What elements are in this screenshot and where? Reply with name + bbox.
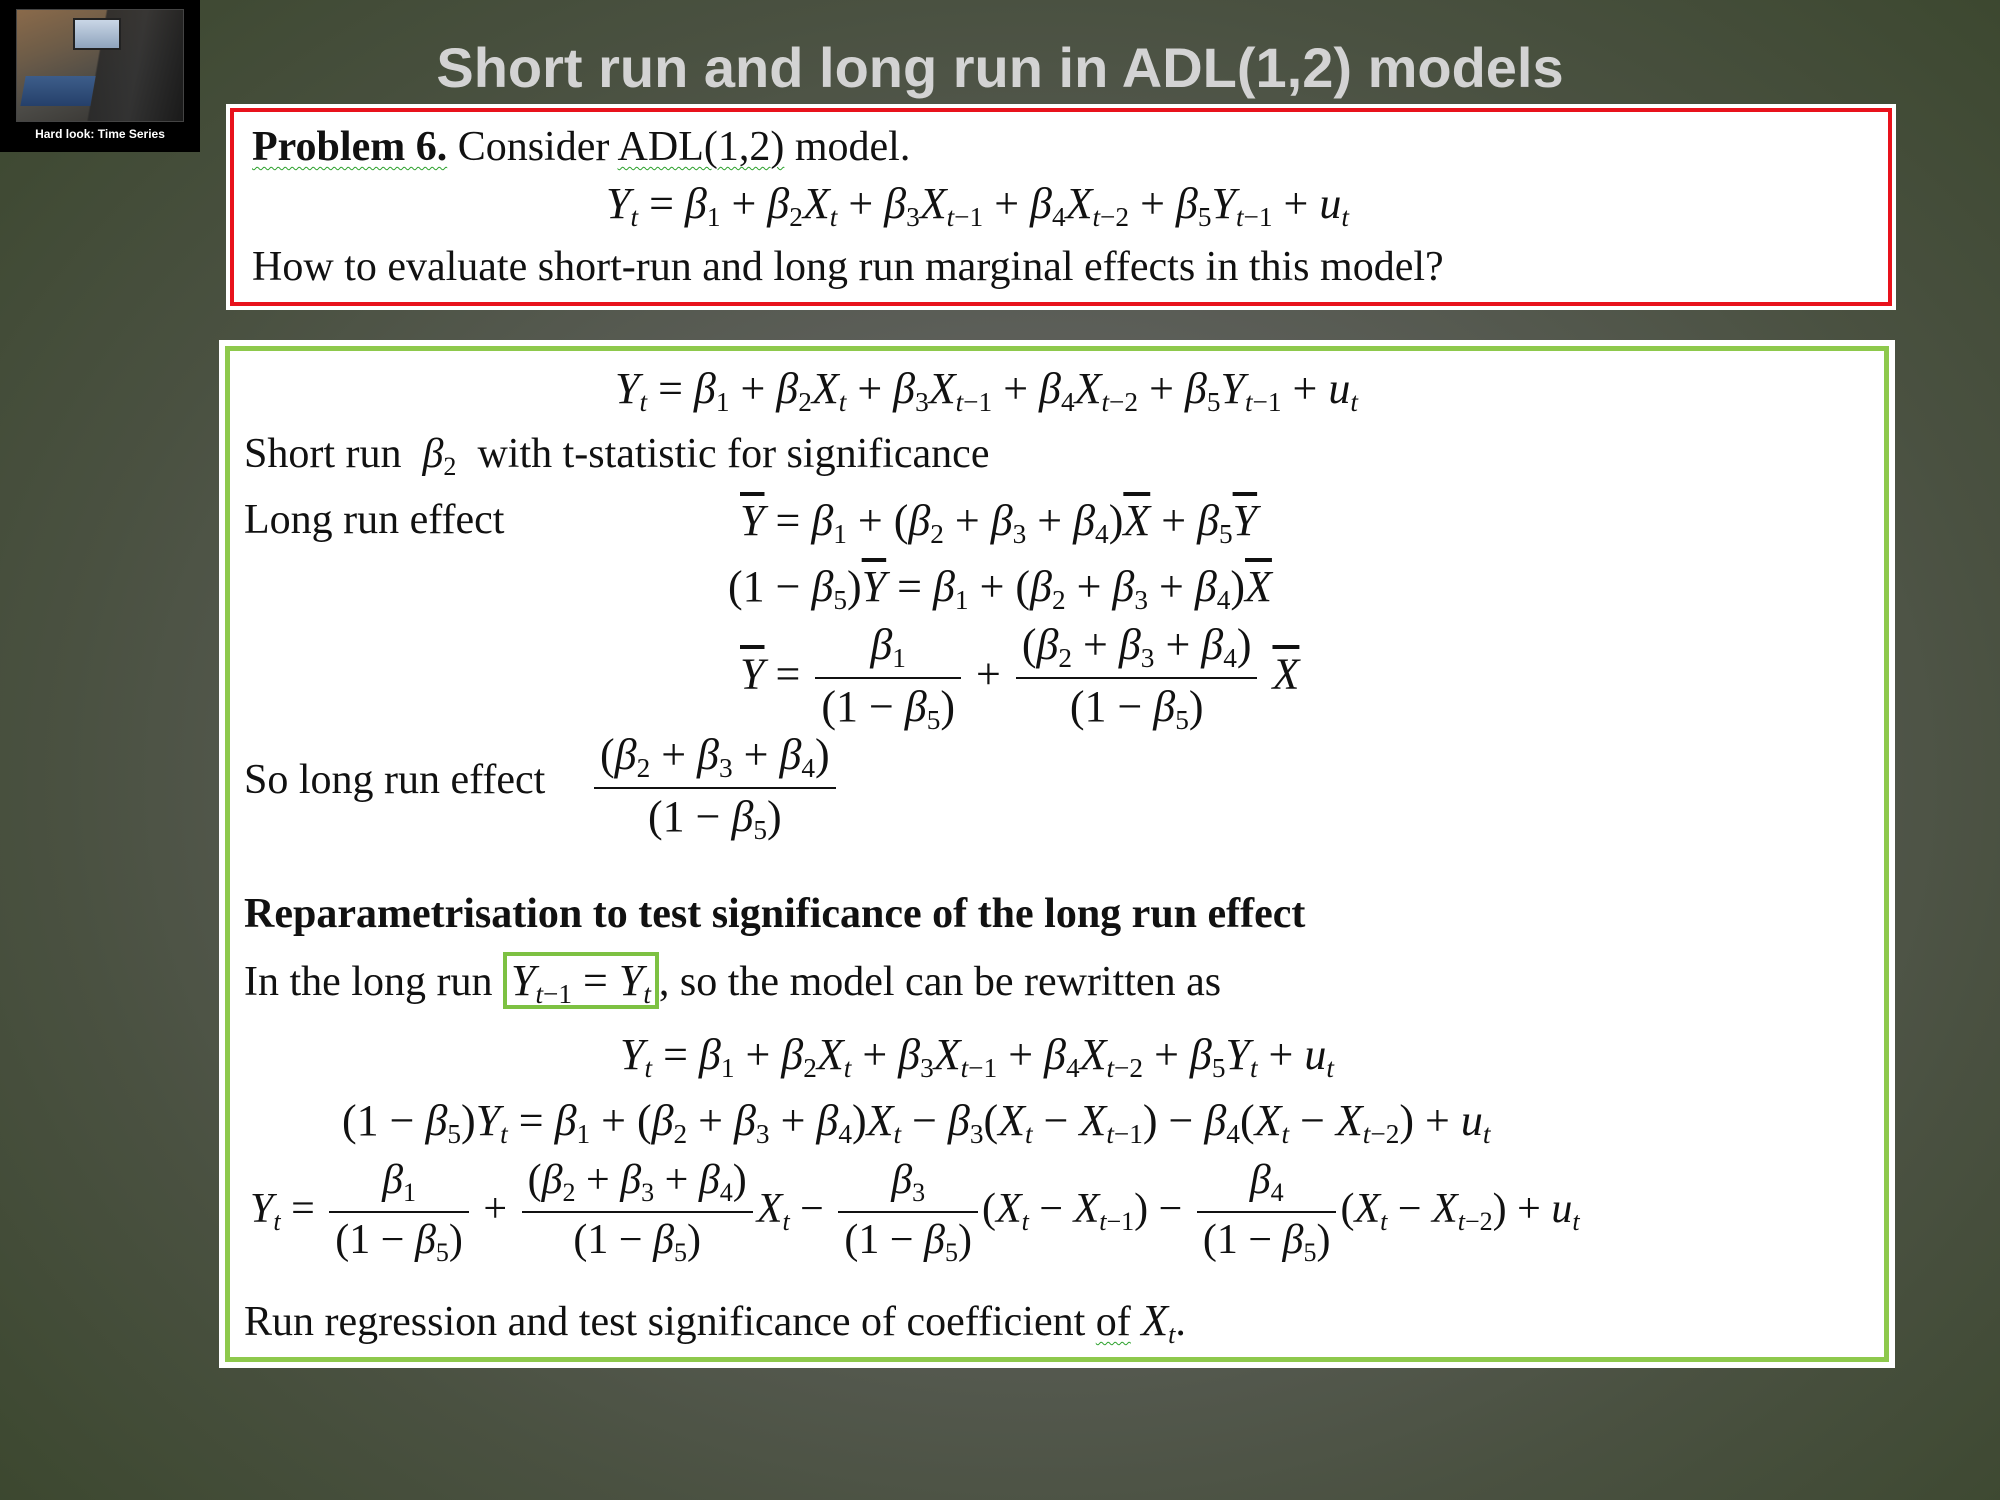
so-long-run-label: So long run effect	[244, 757, 546, 803]
problem-model-equation: $Y_t = \beta_1 + \beta_2X_t + \beta_3X_{t-1} + \beta_4X_{t-2} + \beta_5Y_{t-1} + u_t$	[606, 179, 1349, 233]
long-run-effect-fraction: $\frac{(\beta_2 + \beta_3 + \beta_4)}{(1 - \beta_5)}$	[590, 731, 840, 845]
problem-question: How to evaluate short-run and long run marginal effects in this model?	[252, 244, 1444, 290]
short-run-tail: with t-statistic for significance	[477, 431, 990, 477]
in-long-run-label: In the long run	[244, 959, 493, 1005]
problem-statement	[252, 124, 910, 170]
long-run-label: Long run effect	[244, 497, 505, 543]
slide-title: Short run and long run in ADL(1,2) models	[436, 36, 1564, 99]
solution-box-border	[225, 346, 1889, 1362]
problem-box-border	[230, 108, 1892, 306]
rewritten-equation-3: $Y_t$ = $\frac{\beta_1}{(1 - \beta_5)}$ + $\frac{(\beta_2 + \beta_3 + \beta_4)}{(1 - \beta_5)}$ $X_t$ − $\frac{\beta_3}{(1 - \beta_5)}$ $(X_t - X_{t-1})$ − $\frac{\beta_4}{(1 - \beta_5)}$ $(X_t - X_{t-2}) + u_t$	[250, 1157, 1580, 1268]
short-run-label: Short run	[244, 431, 402, 477]
long-run-equation-1: $\overline{Y} = \beta_1 + (\beta_2 + \beta_3 + \beta_4)\overline{X} + \beta_5\overline{Y}$	[740, 496, 1258, 550]
rewritten-equation-1: $Y_t = \beta_1 + \beta_2X_t + \beta_3X_{t-1} + \beta_4X_{t-2} + \beta_5Y_t + u_t$	[620, 1030, 1334, 1084]
long-run-condition-box: $Y_{t-1} = Y_t$	[503, 952, 659, 1009]
long-run-equation-3: $\overline{Y}$ = $\frac{\beta_1}{(1 - \beta_5)}$ + $\frac{(\beta_2 + \beta_3 + \beta_4)}{(1 - \beta_5)}$ $\overline{X}$	[740, 620, 1300, 736]
problem-intro-end: model.	[784, 124, 911, 170]
problem-intro: Consider	[447, 124, 618, 170]
rewritten-label: , so the model can be rewritten as	[658, 959, 1222, 1005]
run-regression-of: of	[1095, 1299, 1131, 1345]
long-run-equation-2: $(1 - \beta_5)\overline{Y} = \beta_1 + (\beta_2 + \beta_3 + \beta_4)\overline{X}$	[728, 562, 1272, 616]
run-regression-tail: .	[1175, 1299, 1186, 1345]
long-run-condition-line	[244, 957, 1221, 1009]
run-regression-line: Run regression and test significance of coefficient of $X_t$.	[244, 1296, 1186, 1349]
reparam-heading	[244, 891, 1305, 937]
solution-box	[219, 340, 1895, 1368]
thumbnail-caption: Hard look: Time Series	[35, 127, 165, 141]
run-regression-text: Run regression and test significance of coefficient	[244, 1299, 1096, 1345]
problem-heading: Problem 6.	[252, 124, 448, 170]
reparam-heading-text: Reparametrisation to test significance of the long run effect	[244, 891, 1306, 937]
short-run-line: Short run $\beta_2$ with t-statistic for significance	[244, 431, 990, 481]
model-equation: $Y_t = \beta_1 + \beta_2X_t + \beta_3X_{t-1} + \beta_4X_{t-2} + \beta_5Y_{t-1} + u_t$	[615, 364, 1358, 418]
model-name: ADL(1,2)	[617, 124, 785, 170]
problem-box	[226, 104, 1896, 310]
rewritten-equation-2: $(1 - \beta_5)Y_t = \beta_1 + (\beta_2 + \beta_3 + \beta_4)X_t - \beta_3(X_t - X_{t-1}) - \beta_4(X_t - X_{t-2}) + u_t$	[342, 1096, 1491, 1150]
